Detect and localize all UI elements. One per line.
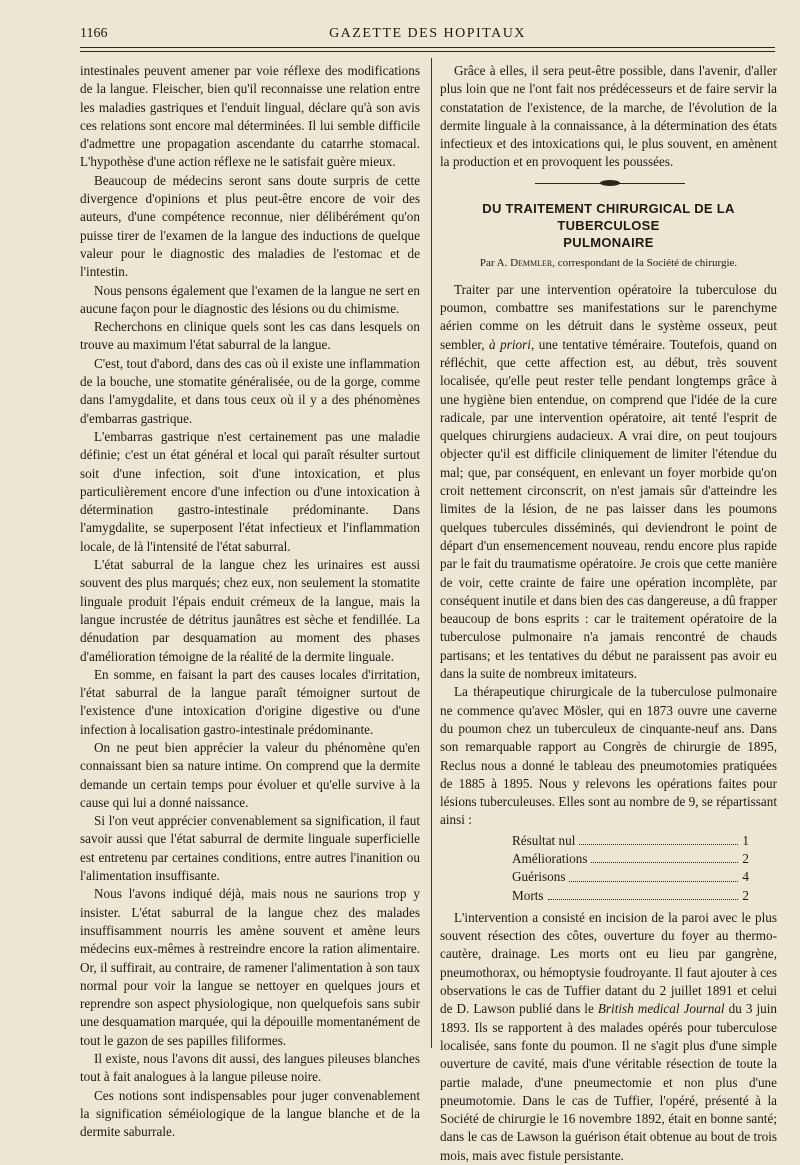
- header-rule: [80, 47, 775, 48]
- result-label: Morts: [512, 887, 544, 903]
- paragraph: [440, 909, 777, 1165]
- paragraph: Il existe, nous l'avons dit aussi, des langues pileuses blanches tout à fait analogues à la langue pileuse noire.: [80, 1051, 420, 1085]
- paragraph: Grâce à elles, il sera peut-être possible, dans l'avenir, d'aller plus loin que ne l'ont fait nos prédécesseurs et de faire servir la constatation de l'existence, de la marche, de l'évolution de la dermite linguale à la connaissance, à la détermination des états infectieux et des intoxications qui, le plus souvent, en amènent la production et en provoquent les poussées.: [440, 63, 777, 170]
- paragraph: Beaucoup de médecins seront sans doute surpris de cette divergence d'opinions et plus peut-être encore de voir des auteurs, d'une compétence reconnue, nier délibérément qu'on puisse tirer de l'examen de la langue des inductions de quelque valeur pour le diagnostic des maladies de l'estomac et de l'intestin.: [80, 172, 420, 280]
- result-count: 2: [742, 850, 749, 866]
- results-list: [440, 832, 777, 905]
- list-item: [440, 868, 777, 886]
- paragraph: Nous l'avons indiqué déjà, mais nous ne saurions trop y insister. L'état saburral de la langue chez des malades insuffisamment nourris les amène souvent et amène leurs médecins eux-mêmes à restreindre encore la ration alimentaire. Or, il suffirait, au contraire, de ramener l'alimentation à son taux normal pour voir la langue se nettoyer en quelques jours et reprendre son aspect physiologique, non quelquefois sans subir une desquamation marquée, qui la dépouille momentanément de tout le gazon de ses papilles filiformes.: [80, 886, 420, 1048]
- journal-title: British medical Journal: [597, 1001, 725, 1017]
- byline-prefix: Par A.: [479, 256, 508, 269]
- byline-author: Demmler: [510, 256, 553, 269]
- article-title-line: PULMONAIRE: [563, 234, 654, 250]
- article-title-line: DU TRAITEMENT CHIRURGICAL DE LA TUBERCULOSE: [482, 200, 735, 233]
- paragraph: La thérapeutique chirurgicale de la tuberculose pulmonaire ne commence qu'avec Mösler, qui en 1873 ouvre une caverne du poumon chez un tuberculeux de cinquante-neuf ans. Dans son remarquable rapport au Congrès de chirurgie de 1895, Reclus nous a donné le tableau des pneumotomies pratiquées de 1885 à 1895. Nous y relevons les opérations faites pour lésions tuberculeuses. Elles sont au nombre de 9, se répartissant ainsi :: [440, 684, 777, 828]
- paragraph: L'état saburral de la langue chez les urinaires est aussi souvent des plus marqués; chez eux, non seulement la stomatite linguale produit l'épais enduit crémeux de la langue, mais la langue incrustée de détritus jaunâtres est sèche et fendillée. La dénudation par desquamation au moment des phases d'amélioration témoigne de la réalité de la dermite linguale.: [80, 557, 420, 664]
- paragraph: Ces notions sont indispensables pour juger convenablement la signification séméiologique de la langue blanche et de la dermite saburrale.: [80, 1087, 420, 1140]
- byline-suffix: , correspondant de la Société de chirurgie.: [552, 256, 738, 269]
- paragraph: [440, 281, 777, 684]
- column-divider: [431, 58, 432, 1048]
- paragraph: intestinales peuvent amener par voie réflexe des modifications de la langue. Fleischer, bien qu'il reconnaisse une relation entre les maladies gastriques et l'enduit lingual, déclare qu'à son avis ces relations sont encore mal déterminées. Il lui semble difficile d'admettre une propagation ascendante du catarrhe stomacal. L'hypothèse d'une action réflexe ne le satisfait guère mieux.: [80, 63, 420, 170]
- left-column: [80, 62, 420, 1142]
- running-title: GAZETTE DES HOPITAUX: [329, 26, 526, 41]
- ornament-dot: [600, 180, 620, 186]
- paragraph-text: du 3 juin 1893. Ils se rapportent à des malades opérés pour tuberculose localisée, sans fonte du poumon. Il ne s'agit plus d'une simple ouverture de cavité, mais d'une véritable résection de toute la partie malade, d'une pneumectomie et non plus d'une pneumotomie. Dans le cas de Tuffier, l'opéré, présenté à la Société de chirurgie le 16 novembre 1892, était en bonne santé; dans le cas de Lawson la guérison était obtenue au bout de trois mois, mais avec fistule persistante.: [440, 1001, 777, 1163]
- result-label: Résultat nul: [512, 832, 576, 848]
- leader-dots: [579, 832, 738, 845]
- leader-dots: [569, 868, 738, 881]
- section-ornament: [440, 178, 777, 190]
- leader-dots: [591, 850, 738, 863]
- article-title: [440, 200, 777, 251]
- paragraph: C'est, tout d'abord, dans des cas où il existe une inflammation de la bouche, une stomatite généralisée, ou de la gorge, comme dans l'amygdalite, et dans tous ceux où il y a des phénomènes d'embarras gastrique.: [80, 355, 420, 426]
- list-item: [440, 887, 777, 905]
- list-item: [440, 832, 777, 850]
- result-label: Améliorations: [512, 850, 588, 866]
- list-item: [440, 850, 777, 868]
- leader-dots: [548, 887, 739, 900]
- italic-phrase: à priori: [489, 336, 531, 352]
- page-number: 1166: [80, 26, 108, 41]
- paragraph: En somme, en faisant la part des causes locales d'irritation, l'état saburral de la langue paraît témoigner surtout de l'existence d'une intoxication d'origine digestive ou d'une infection à localisation gastro-intestinale prédominante.: [80, 666, 420, 737]
- paragraph-text: L'intervention a consisté en incision de la paroi avec le plus souvent résection des côtes, ouverture du foyer au thermo-cautère, drainage. Les morts ont eu lieu par gangrène, pneumothorax, ou hémoptysie foudroyante. Il faut ajouter à ces observations le cas de Tuffier datant du 2 juillet 1891 et celui de D. Lawson publié dans le: [440, 909, 777, 1017]
- page-header: [80, 26, 775, 46]
- right-column: [440, 62, 777, 1165]
- article-byline: [440, 255, 777, 271]
- paragraph-text: Traiter par une intervention opératoire la tuberculose du poumon, combattre ses manifestations sur le parenchyme aérien comme on les détruit dans le système osseux, peut sembler,: [440, 281, 777, 352]
- result-label: Guérisons: [512, 869, 566, 885]
- header-rule-double: [80, 51, 775, 52]
- paragraph: Si l'on veut apprécier convenablement sa signification, il faut savoir aussi que l'état saburral de dermite linguale superficielle est entretenu par certaines conditions, entre autres l'inanition ou l'alimentation insuffisante.: [80, 813, 420, 884]
- paragraph: Nous pensons également que l'examen de la langue ne sert en aucune façon pour le diagnostic des lésions ou du chimisme.: [80, 282, 420, 316]
- result-count: 2: [742, 887, 749, 903]
- paragraph: L'embarras gastrique n'est certainement pas une maladie définie; c'est un état général et local qui paraît résulter surtout soit d'une infection, soit d'une intoxication, et plus particulièrement encore d'une infection ou d'une intoxication à détermination gastro-intestinale prédominante. Dans l'amygdalite, se superposent l'état infectieux et l'inflammation locale, de là l'intensité de l'état saburral.: [80, 428, 420, 554]
- result-count: 1: [742, 832, 749, 848]
- paragraph: On ne peut bien apprécier la valeur du phénomène qu'en connaissant bien sa nature intime. On comprend que la dermite demande un certain temps pour évoluer et qu'elle survive à la cause qui lui a donné naissance.: [80, 739, 420, 810]
- paragraph: Recherchons en clinique quels sont les cas dans lesquels on trouve au maximum l'état saburral de la langue.: [80, 319, 420, 353]
- result-count: 4: [742, 869, 749, 885]
- paragraph-text: , une tentative téméraire. Toutefois, quand on réfléchit, que cette affection est, au début, très souvent localisée, qu'elle peut rester telle pendant longtemps grâce à une hygiène bien entendue, on comprend que l'idée de la cure radicale, par une intervention opératoire, ait tenté l'esprit de quelques chirurgiens audacieux. A vrai dire, on peut toujours objecter qu'il est difficile cliniquement de limiter l'étendue du mal; que, par conséquent, en enlevant un foyer morbide qu'on croit nettement circonscrit, on n'est jamais sûr d'atteindre les limites de la lésion, de ne pas laisser dans les poumons quelques tubercules disséminés, qui deviendront le point de départ d'un ensemencement nouveau, rendu encore plus rapide par le fait du traumatisme opératoire. Je crois que cette manière de voir, cette crainte de faire une opération incomplète, par conséquent inutile et dans bien des cas dangereuse, a dû frapper beaucoup de bons esprits : car le traitement opératoire de la tuberculose pulmonaire n'a jamais rencontré de chauds partisans; et les tentatives du début ne paraissent pas avoir eu dans la suite de nombreux imitateurs.: [440, 336, 778, 682]
